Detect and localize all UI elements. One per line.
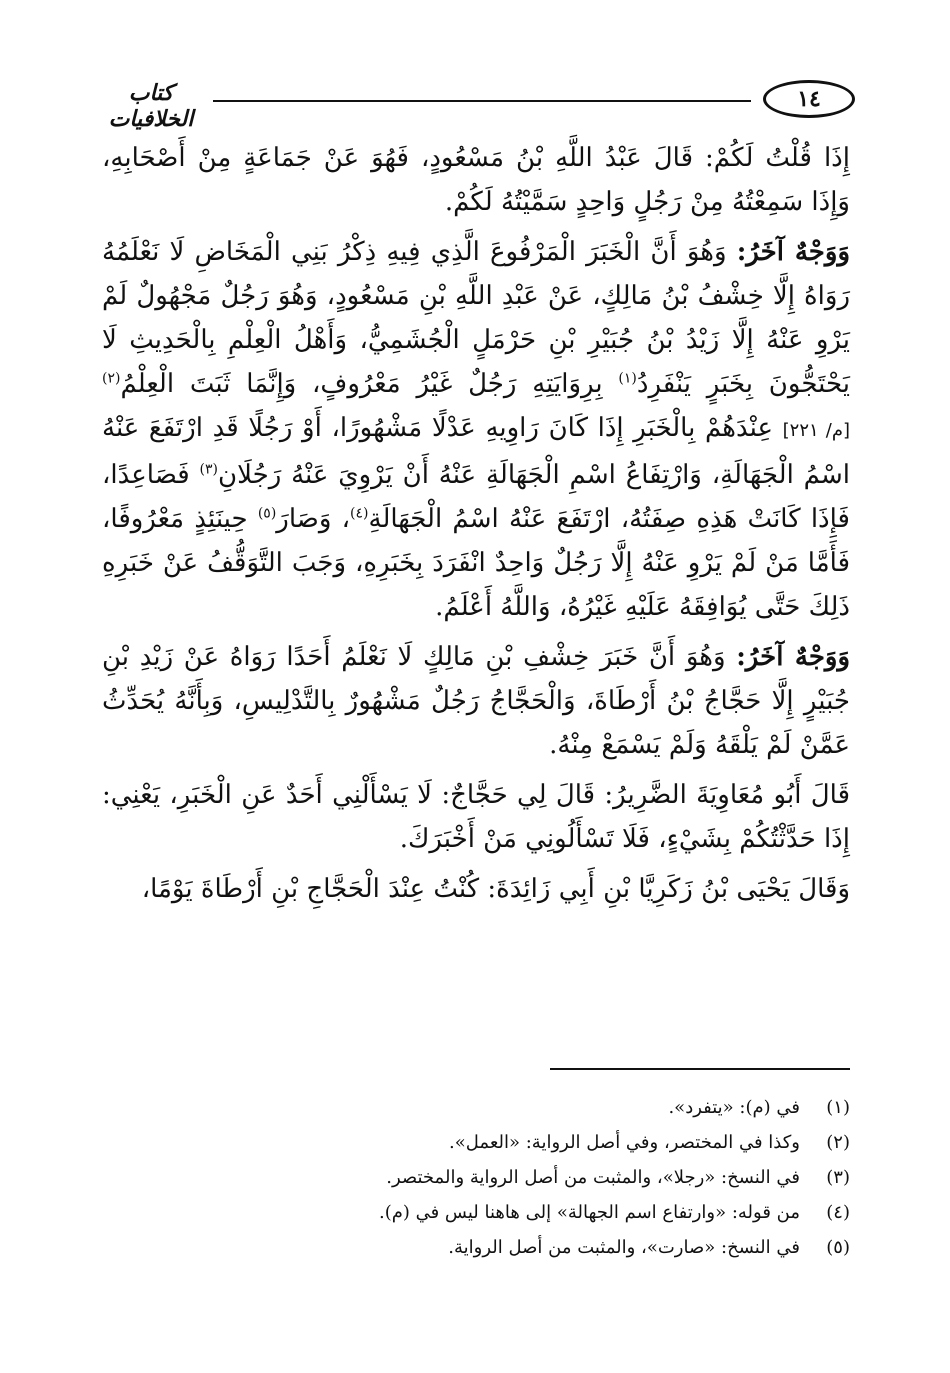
paragraph-2-text-d: فَصَاعِدًا، فَإِذَا كَانَتْ هَذِهِ صِفَتُهُ، ارْتَفَعَ عَنْهُ اسْمُ الْجَهَالَةِ <box>102 460 850 534</box>
footnote <box>90 1125 850 1160</box>
paragraph-2-text-a: وَهُوَ أَنَّ الْخَبَرَ الْمَرْفُوعَ الَّذِي فِيهِ ذِكْرُ بَنِي الْمَخَاضِ لَا نَعْلَمُهُ رَوَاهُ إِلَّا خِشْفُ بْنُ مَالِكٍ، عَنْ عَبْدِ اللَّهِ بْنِ مَسْعُودٍ، وَهُوَ رَجُلٌ مَجْهُولٌ لَمْ يَرْوِ عَنْهُ إِلَّا زَيْدُ بْنُ جُبَيْرِ بْنِ حَرْمَلٍ الْجُشَمِيُّ، وَأَهْلُ الْعِلْمِ بِالْحَدِيثِ لَا يَحْتَجُّونَ بِخَبَرٍ يَنْفَرِدُ <box>102 237 850 399</box>
footnote <box>90 1090 850 1125</box>
paragraph-2-text-c: عِنْدَهُمْ بِالْخَبَرِ إِذَا كَانَ رَاوِيهِ عَدْلًا مَشْهُورًا، أَوْ رَجُلًا قَدِ ارْتَفَعَ عَنْهُ اسْمُ الْجَهَالَةِ، وَارْتِفَاعُ اسْمِ الْجَهَالَةِ عَنْهُ أَنْ يَرْوِيَ عَنْهُ رَجُلَانِ <box>102 413 850 490</box>
paragraph-1-text: إِذَا قُلْتُ لَكُمْ: قَالَ عَبْدُ اللَّهِ بْنُ مَسْعُودٍ، فَهُوَ عَنْ جَمَاعَةٍ مِنْ أَصْحَابِهِ، وَإِذَا سَمِعْتُهُ مِنْ رَجُلٍ وَاحِدٍ سَمَّيْتُهُ لَكُمْ. <box>102 143 850 217</box>
paragraph-2-text-f: حِينَئِذٍ مَعْرُوفًا، فَأَمَّا مَنْ لَمْ يَرْوِ عَنْهُ إِلَّا رَجُلٌ وَاحِدٌ انْفَرَدَ بِخَبَرِهِ، وَجَبَ التَّوَقُّفُ عَنْ خَبَرِهِ ذَلِكَ حَتَّى يُوَافِقَهُ عَلَيْهِ غَيْرُهُ، وَاللَّهُ أَعْلَمُ. <box>102 504 850 622</box>
paragraph-4 <box>102 773 850 861</box>
page-number: ١٤ <box>763 80 855 118</box>
book-title: كتاب الخلافيات <box>108 80 194 132</box>
paragraph-5 <box>102 867 850 911</box>
footnote-divider <box>550 1068 850 1070</box>
page-header <box>95 78 855 132</box>
footnote-text: في النسخ: «رجلا»، والمثبت من أصل الرواية والمختصر. <box>386 1167 800 1188</box>
paragraph-4-text: قَالَ أَبُو مُعَاوِيَةَ الضَّرِيرُ: قَالَ لِي حَجَّاجٌ: لَا يَسْأَلْنِي أَحَدٌ عَنِ الْخَبَرِ، يَعْنِي: إِذَا حَدَّثْتُكُمْ بِشَيْءٍ، فَلَا تَسْأَلُونِي مَنْ أَخْبَرَكَ. <box>102 780 850 854</box>
paragraph-2 <box>102 230 850 629</box>
footnote-text: في (م): «يتفرد». <box>668 1097 800 1118</box>
footnote-text: من قوله: «وارتفاع اسم الجهالة» إلى هاهنا ليس في (م). <box>378 1202 800 1223</box>
footnote-number: (٤) <box>826 1202 850 1223</box>
paragraph-2-lead: وَوَجْهٌ آخَرُ: <box>736 237 850 267</box>
paragraph-2-text-b: بِرِوَايَتِهِ رَجُلٌ غَيْرُ مَعْرُوفٍ، وَإِنَّمَا ثَبَتَ الْعِلْمُ <box>120 369 619 399</box>
paragraph-3 <box>102 635 850 767</box>
paragraph-3-lead: وَوَجْهٌ آخَرُ: <box>736 642 850 672</box>
footnote-number: (٥) <box>826 1237 850 1258</box>
footnote <box>90 1230 850 1265</box>
footnote-ref-5: (٥) <box>257 505 277 522</box>
header-rule <box>213 100 751 102</box>
footnote-number: (٣) <box>826 1167 850 1188</box>
footnote-number: (١) <box>826 1097 850 1118</box>
manuscript-marker: [م/ ٢٢١] <box>782 420 850 441</box>
footnote-ref-3: (٣) <box>199 461 219 478</box>
footnote <box>90 1160 850 1195</box>
footnote-text: في النسخ: «صارت»، والمثبت من أصل الرواية. <box>448 1237 800 1258</box>
footnote-ref-2: (٢) <box>102 370 121 387</box>
main-text <box>102 136 850 917</box>
footnote <box>90 1195 850 1230</box>
footnote-ref-4: (٤) <box>350 505 369 522</box>
paragraph-2-text-e: ، وَصَارَ <box>276 504 351 534</box>
paragraph-3-text: وَهُوَ أَنَّ خَبَرَ خِشْفِ بْنِ مَالِكٍ لَا نَعْلَمُ أَحَدًا رَوَاهُ عَنْ زَيْدِ بْنِ جُبَيْرٍ إِلَّا حَجَّاجُ بْنُ أَرْطَاةَ، وَالْحَجَّاجُ رَجُلٌ مَشْهُورٌ بِالتَّدْلِيسِ، وَبِأَنَّهُ يُحَدِّثُ عَمَّنْ لَمْ يَلْقَهُ وَلَمْ يَسْمَعْ مِنْهُ. <box>102 642 850 760</box>
footnote-number: (٢) <box>826 1132 850 1153</box>
paragraph-5-text: وَقَالَ يَحْيَى بْنُ زَكَرِيَّا بْنِ أَبِي زَائِدَةَ: كُنْتُ عِنْدَ الْحَجَّاجِ بْنِ أَرْطَاةَ يَوْمًا، <box>141 874 850 904</box>
paragraph-1 <box>102 136 850 224</box>
footnotes <box>90 1090 850 1265</box>
footnote-text: وكذا في المختصر، وفي أصل الرواية: «العمل». <box>449 1132 800 1153</box>
footnote-ref-1: (١) <box>618 370 637 387</box>
